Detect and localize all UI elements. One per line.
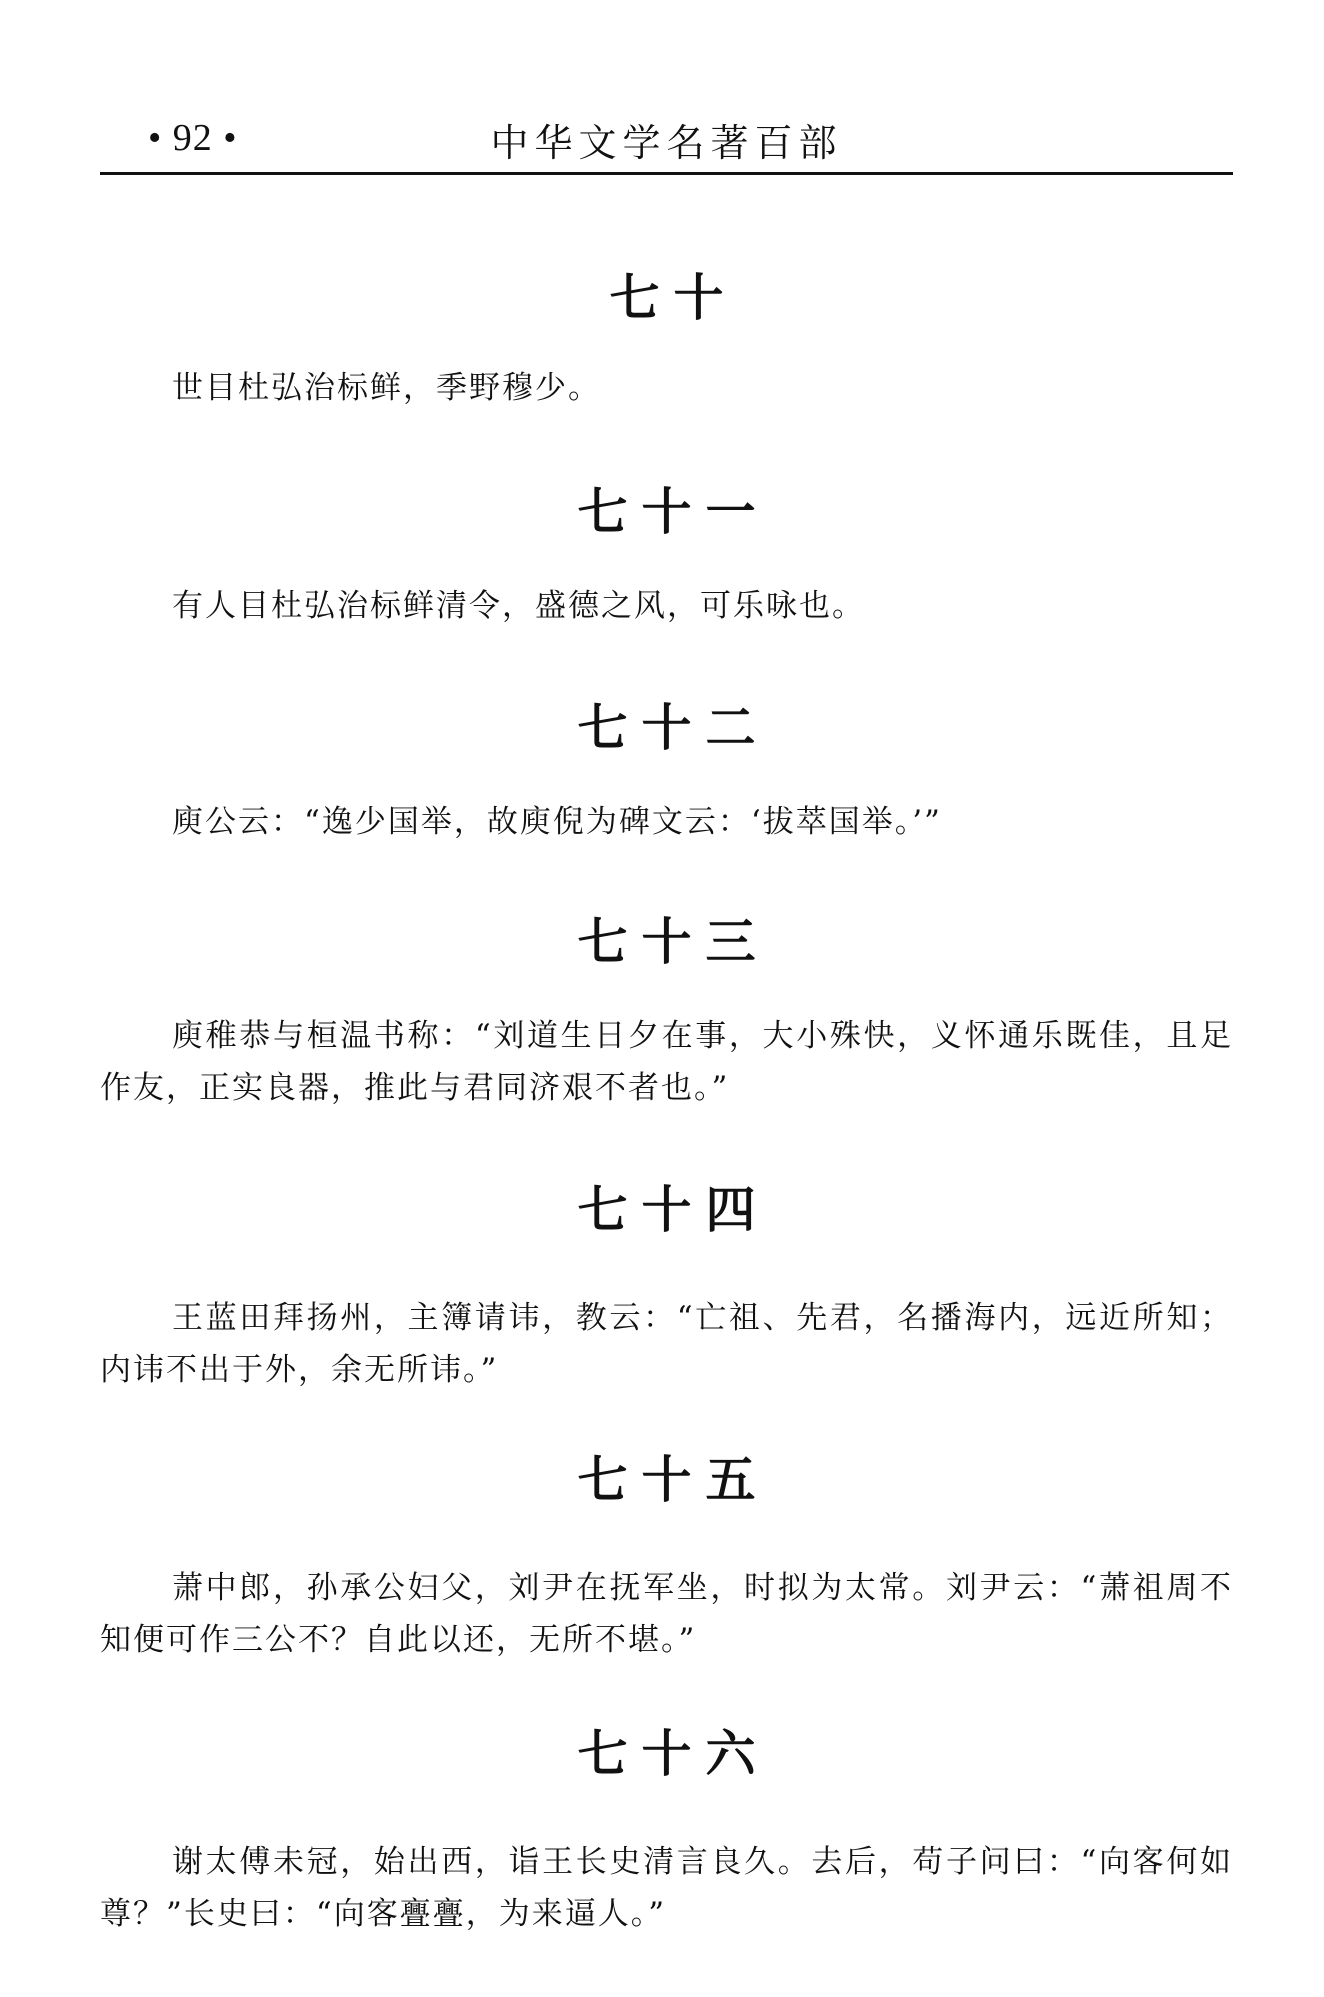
section-heading: 七十一 — [577, 483, 770, 541]
section-70 — [100, 260, 1233, 414]
section-75 — [100, 1442, 1233, 1666]
section-paragraph: 庾稚恭与桓温书称：“刘道生日夕在事，大小殊快，义怀通乐既佳，且足作友，正实良器，推此与君同济艰不者也。” — [100, 1018, 1233, 1106]
section-71 — [100, 474, 1233, 632]
section-heading: 七十三 — [577, 913, 770, 971]
section-paragraph: 萧中郎，孙承公妇父，刘尹在抚军坐，时拟为太常。刘尹云：“萧祖周不知便可作三公不？自此以还，无所不堪。” — [100, 1570, 1233, 1658]
section-73 — [100, 904, 1233, 1114]
section-74 — [100, 1172, 1233, 1396]
book-title: 中华文学名著百部 — [490, 121, 843, 165]
section-heading: 七十 — [609, 269, 738, 327]
section-paragraph: 有人目杜弘治标鲜清令，盛德之风，可乐咏也。 — [172, 588, 865, 624]
section-76 — [100, 1716, 1233, 1940]
section-paragraph: 谢太傅未冠，始出西，诣王长史清言良久。去后，苟子问曰：“向客何如尊？”长史曰：“向客亹亹，为来逼人。” — [100, 1844, 1233, 1932]
section-heading: 七十六 — [577, 1725, 770, 1783]
section-heading: 七十四 — [577, 1181, 770, 1239]
running-head — [100, 108, 1233, 175]
section-72 — [100, 690, 1233, 848]
section-paragraph: 世目杜弘治标鲜，季野穆少。 — [172, 370, 601, 406]
section-heading: 七十五 — [577, 1451, 770, 1509]
section-paragraph: 庾公云：“逸少国举，故庾倪为碑文云：‘拔萃国举。’” — [172, 804, 942, 840]
section-paragraph: 王蓝田拜扬州，主簿请讳，教云：“亡祖、先君，名播海内，远近所知；内讳不出于外，余无所讳。” — [100, 1300, 1233, 1388]
section-heading: 七十二 — [577, 699, 770, 757]
page-body — [100, 260, 1233, 1940]
page-number: • 92 • — [148, 117, 238, 159]
